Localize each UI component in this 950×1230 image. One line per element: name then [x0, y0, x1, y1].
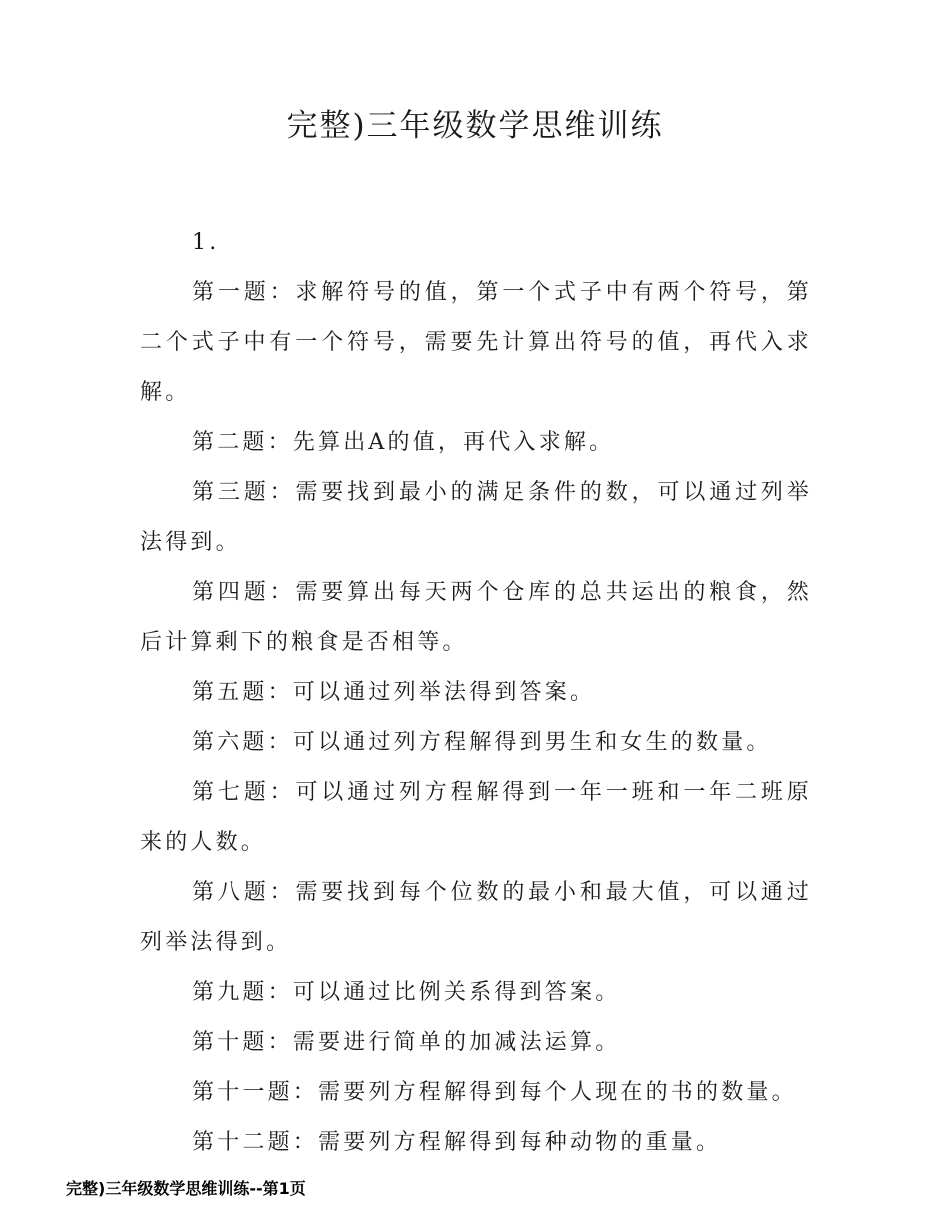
- paragraph-q2: 第二题：先算出A的值，再代入求解。: [192, 430, 615, 455]
- paragraph-q3: 第三题：需要找到最小的满足条件的数，可以通过列举法得到。: [140, 480, 812, 555]
- paragraph-q11: 第十一题：需要列方程解得到每个人现在的书的数量。: [192, 1080, 797, 1105]
- document-body: [140, 218, 812, 1168]
- paragraph-q4: 第四题：需要算出每天两个仓库的总共运出的粮食，然后计算剩下的粮食是否相等。: [140, 580, 812, 655]
- page-footer: 完整)三年级数学思维训练--第1页: [66, 1179, 306, 1198]
- paragraph-q5: 第五题：可以通过列举法得到答案。: [192, 680, 596, 705]
- paragraph-q9: 第九题：可以通过比例关系得到答案。: [192, 980, 621, 1005]
- paragraph-q8: 第八题：需要找到每个位数的最小和最大值，可以通过列举法得到。: [140, 880, 812, 955]
- paragraph-q10: 第十题：需要进行简单的加减法运算。: [192, 1030, 621, 1055]
- paragraph-number: 1.: [192, 230, 220, 255]
- paragraph-q1: 第一题：求解符号的值，第一个式子中有两个符号，第二个式子中有一个符号，需要先计算出符号的值，再代入求解。: [140, 280, 812, 405]
- paragraph-q7: 第七题：可以通过列方程解得到一年一班和一年二班原来的人数。: [140, 780, 812, 855]
- page-title: 完整)三年级数学思维训练: [286, 108, 664, 144]
- paragraph-q12: 第十二题：需要列方程解得到每种动物的重量。: [192, 1130, 722, 1155]
- paragraph-q6: 第六题：可以通过列方程解得到男生和女生的数量。: [192, 730, 772, 755]
